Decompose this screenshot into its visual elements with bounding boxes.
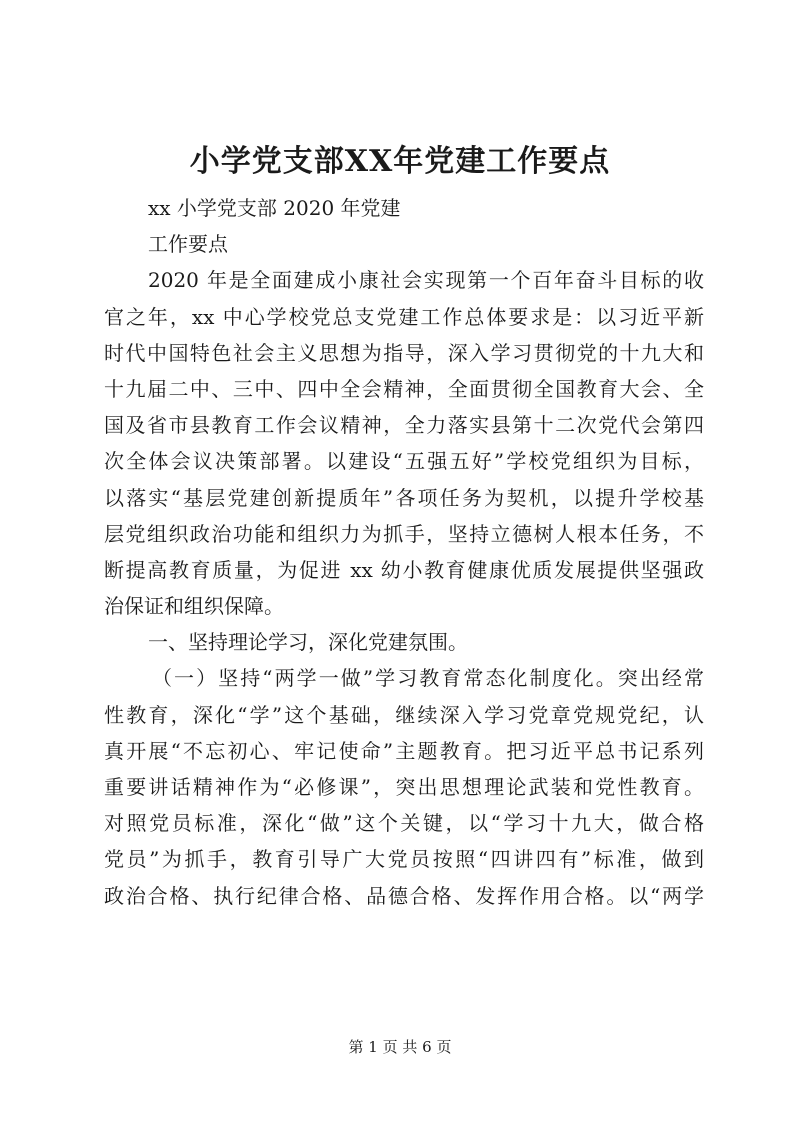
body-line: 时代中国特色社会主义思想为指导，深入学习贯彻党的十九大和: [104, 340, 704, 365]
body-line: 以落实“基层党建创新提质年”各项任务为契机，以提升学校基: [104, 485, 704, 510]
body-line: xx 小学党支部 2020 年党建: [148, 196, 401, 220]
document-title: 小学党支部XX年党建工作要点: [189, 144, 611, 179]
body-line: 工作要点: [148, 232, 228, 257]
body-line: 性教育，深化“学”这个基础，继续深入学习党章党规党纪，认: [104, 702, 704, 727]
section-heading: 一、坚持理论学习，深化党建氛围。: [148, 630, 468, 655]
body-line: 十九届二中、三中、四中全会精神，全面贯彻全国教育大会、全: [104, 376, 704, 401]
body-line: （一）坚持“两学一做”学习教育常态化制度化。突出经常: [152, 666, 704, 691]
body-line: 重要讲话精神作为“必修课”，突出思想理论武装和党性教育。: [104, 775, 704, 799]
body-line: 真开展“不忘初心、牢记使命”主题教育。把习近平总书记系列: [104, 738, 704, 763]
body-line: 官之年，xx 中心学校党总支党建工作总体要求是：以习近平新: [104, 304, 704, 329]
document-body: [104, 190, 704, 914]
body-line: 2020 年是全面建成小康社会实现第一个百年奋斗目标的收: [148, 268, 704, 293]
body-line: 次全体会议决策部署。以建设“五强五好”学校党组织为目标，: [104, 449, 704, 474]
body-line: 党员”为抓手，教育引导广大党员按照“四讲四有”标准，做到: [104, 847, 704, 872]
body-line: 国及省市县教育工作会议精神，全力落实县第十二次党代会第四: [104, 413, 704, 438]
body-line: 治保证和组织保障。: [104, 594, 284, 619]
page-number-footer: 第 1 页 共 6 页: [348, 1038, 452, 1056]
body-line: 对照党员标准，深化“做”这个关键，以“学习十九大，做合格: [104, 811, 704, 836]
body-line: 断提高教育质量，为促进 xx 幼小教育健康优质发展提供坚强政: [104, 557, 704, 582]
body-line: 政治合格、执行纪律合格、品德合格、发挥作用合格。以“两学: [104, 883, 704, 908]
body-line: 层党组织政治功能和组织力为抓手，坚持立德树人根本任务，不: [104, 521, 704, 546]
